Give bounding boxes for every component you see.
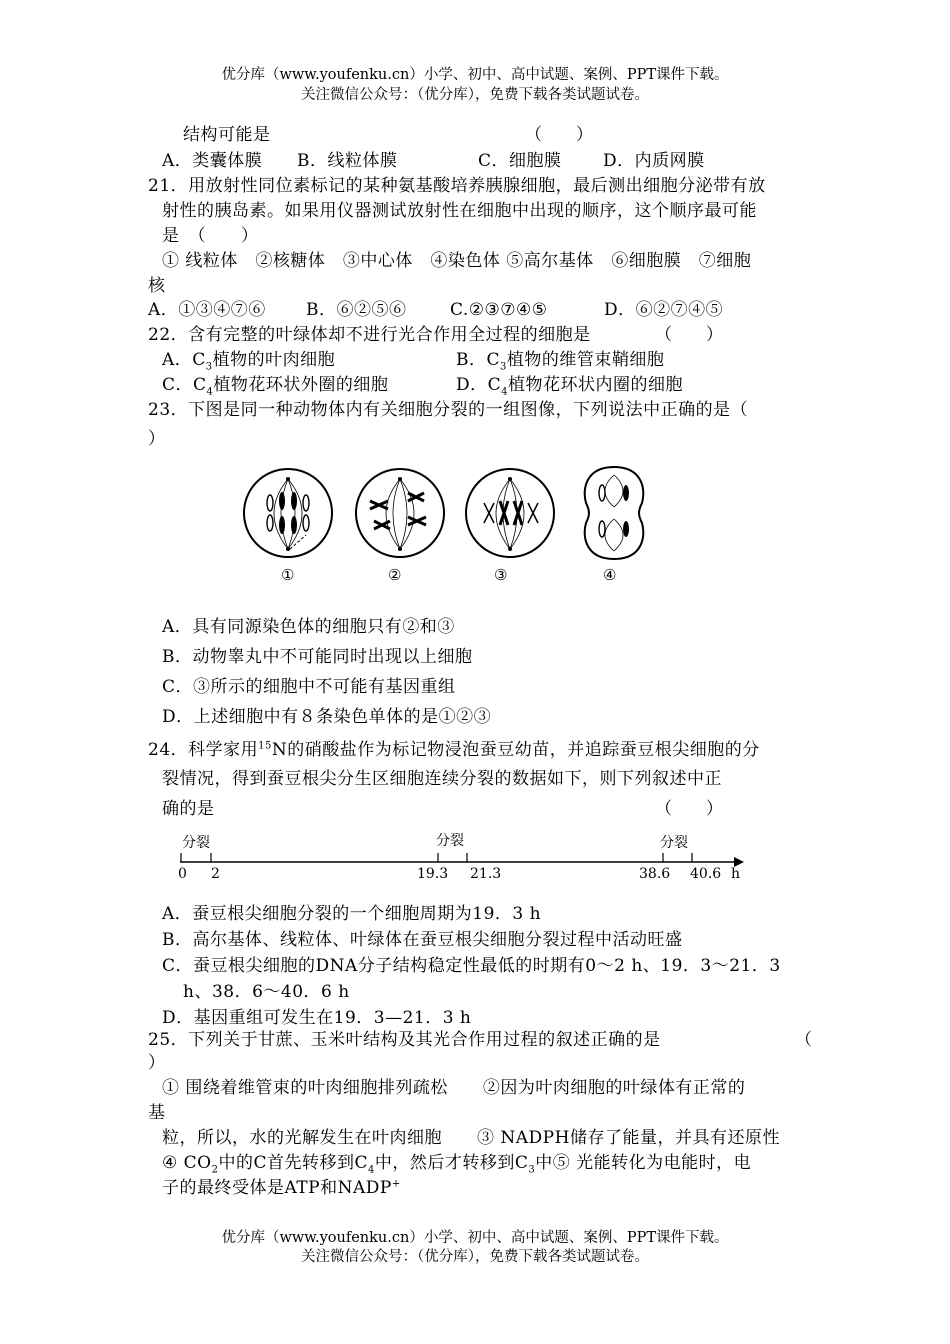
q25-l6-sub3: 3 bbox=[528, 1164, 536, 1176]
q25-items-line-4 bbox=[162, 1152, 751, 1174]
cell-figure-4 bbox=[578, 463, 650, 563]
q24-l1-post: N的硝酸盐作为标记物浸泡蚕豆幼苗，并追踪蚕豆根尖细胞的分 bbox=[271, 740, 760, 760]
q24-option-c-line-1: C．蚕豆根尖细胞的DNA分子结构稳定性最低的时期有0～2 h、19．3～21．3 bbox=[162, 956, 781, 976]
q24-answer-paren: （ ） bbox=[655, 799, 723, 819]
timeline-tick-2: 2 bbox=[211, 866, 220, 882]
q22-d-post: 植物花环状内圈的细胞 bbox=[508, 375, 684, 395]
q25-items-line-3: 粒，所以，水的光解发生在叶肉细胞 ③ NADPH储存了能量，并具有还原性 bbox=[162, 1128, 780, 1148]
q23-stem-line-2: ） bbox=[148, 429, 166, 449]
q21-option-a: A．①③④⑦⑥ bbox=[148, 300, 266, 320]
q22-option-d bbox=[456, 374, 683, 396]
q25-l6-b: 中的C首先转移到C bbox=[218, 1153, 368, 1173]
q25-l7-sup: + bbox=[391, 1178, 401, 1190]
q22-b-sub: 3 bbox=[500, 361, 507, 373]
q22-c-pre: C．C bbox=[162, 375, 207, 395]
q22-answer-paren: （ ） bbox=[655, 325, 723, 345]
q22-option-c bbox=[162, 374, 388, 396]
q20-option-d: D．内质网膜 bbox=[603, 151, 705, 171]
cell-figure-2 bbox=[352, 465, 448, 561]
timeline-tick-19-3: 19.3 bbox=[417, 866, 449, 882]
timeline-tick-21-3: 21.3 bbox=[470, 866, 502, 882]
header-line-2: 关注微信公众号：（优分库），免费下载各类试题试卷。 bbox=[301, 87, 649, 103]
q25-l6-c: 中，然后才转移到C bbox=[374, 1153, 529, 1173]
q25-stem: 25．下列关于甘蔗、玉米叶结构及其光合作用过程的叙述正确的是 bbox=[148, 1030, 661, 1050]
timeline-division-label-3: 分裂 bbox=[660, 835, 688, 851]
q22-d-pre: D．C bbox=[456, 375, 502, 395]
q23-option-a: A．具有同源染色体的细胞只有②和③ bbox=[162, 617, 455, 637]
q25-items-line-1: ① 围绕着维管束的叶肉细胞排列疏松 ②因为叶肉细胞的叶绿体有正常的 bbox=[162, 1078, 746, 1098]
q21-stem-line-3: 是 （ ） bbox=[162, 226, 259, 246]
q22-a-pre: A．C bbox=[162, 350, 206, 370]
cell-label-3: ③ bbox=[494, 566, 508, 584]
q24-option-c-line-2: h、38．6～40．6 h bbox=[183, 982, 350, 1002]
q20-option-b: B．线粒体膜 bbox=[297, 151, 398, 171]
q21-stem-line-2: 射性的胰岛素。如果用仪器测试放射性在细胞中出现的顺序，这个顺序最可能 bbox=[162, 201, 757, 221]
q25-l6-sub2: 4 bbox=[367, 1164, 375, 1176]
timeline-tick-38-6: 38.6 bbox=[639, 866, 671, 882]
q24-l1-pre: 24．科学家用 bbox=[148, 740, 259, 760]
header-line-1: 优分库（www.youfenku.cn）小学、初中、高中试题、案例、PPT课件下载。 bbox=[221, 67, 729, 83]
q24-stem-line-2: 裂情况，得到蚕豆根尖分生区细胞连续分裂的数据如下，则下列叙述中正 bbox=[162, 769, 722, 789]
q22-option-b bbox=[456, 349, 664, 371]
q22-c-sub: 4 bbox=[206, 386, 214, 398]
cell-label-4: ④ bbox=[603, 566, 617, 584]
q20-option-c: C．细胞膜 bbox=[478, 151, 562, 171]
q20-option-a: A．类囊体膜 bbox=[162, 151, 263, 171]
q22-a-sub: 3 bbox=[205, 361, 213, 373]
q21-items-line-2: 核 bbox=[148, 276, 166, 296]
q21-stem-line-1: 21．用放射性同位素标记的某种氨基酸培养胰腺细胞，最后测出细胞分泌带有放 bbox=[148, 176, 766, 196]
q21-option-d: D．⑥②⑦④⑤ bbox=[604, 300, 724, 320]
q25-paren-open: （ bbox=[795, 1030, 812, 1050]
q25-items-line-2: 基 bbox=[148, 1103, 166, 1123]
q20-continuation: 结构可能是 bbox=[183, 125, 271, 145]
q22-a-post: 植物的叶肉细胞 bbox=[212, 350, 336, 370]
q22-d-sub: 4 bbox=[501, 386, 509, 398]
q25-paren-close: ） bbox=[148, 1053, 165, 1073]
q25-l6-d: 中⑤ 光能转化为电能时，电 bbox=[535, 1153, 752, 1173]
q25-items-line-5 bbox=[162, 1177, 401, 1199]
q22-b-post: 植物的维管束鞘细胞 bbox=[506, 350, 665, 370]
q25-l6-a: ④ CO bbox=[162, 1153, 212, 1173]
q21-option-c: C.②③⑦④⑤ bbox=[450, 300, 548, 320]
cell-label-1: ① bbox=[281, 566, 295, 584]
footer-line-1: 优分库（www.youfenku.cn）小学、初中、高中试题、案例、PPT课件下载。 bbox=[221, 1230, 729, 1246]
timeline-division-label-1: 分裂 bbox=[182, 835, 210, 851]
footer-line-2: 关注微信公众号：（优分库），免费下载各类试题试卷。 bbox=[301, 1249, 649, 1265]
q23-option-c: C．③所示的细胞中不可能有基因重组 bbox=[162, 677, 456, 697]
q25-l7-a: 子的最终受体是ATP和NADP bbox=[162, 1178, 392, 1198]
cell-figure-1 bbox=[240, 465, 336, 561]
timeline-tick-0: 0 bbox=[178, 866, 187, 882]
cell-label-2: ② bbox=[388, 566, 402, 584]
q21-option-b: B．⑥②⑤⑥ bbox=[306, 300, 407, 320]
q24-stem-line-3: 确的是 bbox=[162, 799, 215, 819]
timeline-division-label-2: 分裂 bbox=[436, 833, 464, 849]
q23-option-d: D．上述细胞中有８条染色单体的是①②③ bbox=[162, 707, 492, 727]
q24-option-a: A．蚕豆根尖细胞分裂的一个细胞周期为19．3 h bbox=[162, 904, 542, 924]
q24-stem-line-1 bbox=[148, 739, 760, 761]
timeline-unit: h bbox=[731, 866, 741, 882]
q24-option-d: D．基因重组可发生在19．3—21．3 h bbox=[162, 1008, 472, 1028]
q20-answer-paren: （ ） bbox=[525, 125, 593, 145]
q22-option-a bbox=[162, 349, 335, 371]
cell-figure-3 bbox=[462, 465, 558, 561]
q21-items-line: ① 线粒体 ②核糖体 ③中心体 ④染色体 ⑤高尔基体 ⑥细胞膜 ⑦细胞 bbox=[162, 251, 752, 271]
q22-c-post: 植物花环状外圈的细胞 bbox=[213, 375, 389, 395]
timeline-tick-40-6: 40.6 bbox=[690, 866, 722, 882]
q25-l6-sub1: 2 bbox=[211, 1164, 219, 1176]
q23-option-b: B．动物睾丸中不可能同时出现以上细胞 bbox=[162, 647, 473, 667]
q24-l1-sup: 15 bbox=[258, 740, 272, 752]
q22-b-pre: B．C bbox=[456, 350, 500, 370]
q23-stem-line-1: 23．下图是同一种动物体内有关细胞分裂的一组图像，下列说法中正确的是（ bbox=[148, 400, 749, 420]
q24-option-b: B．高尔基体、线粒体、叶绿体在蚕豆根尖细胞分裂过程中活动旺盛 bbox=[162, 930, 683, 950]
q22-stem: 22．含有完整的叶绿体却不进行光合作用全过程的细胞是 bbox=[148, 325, 591, 345]
